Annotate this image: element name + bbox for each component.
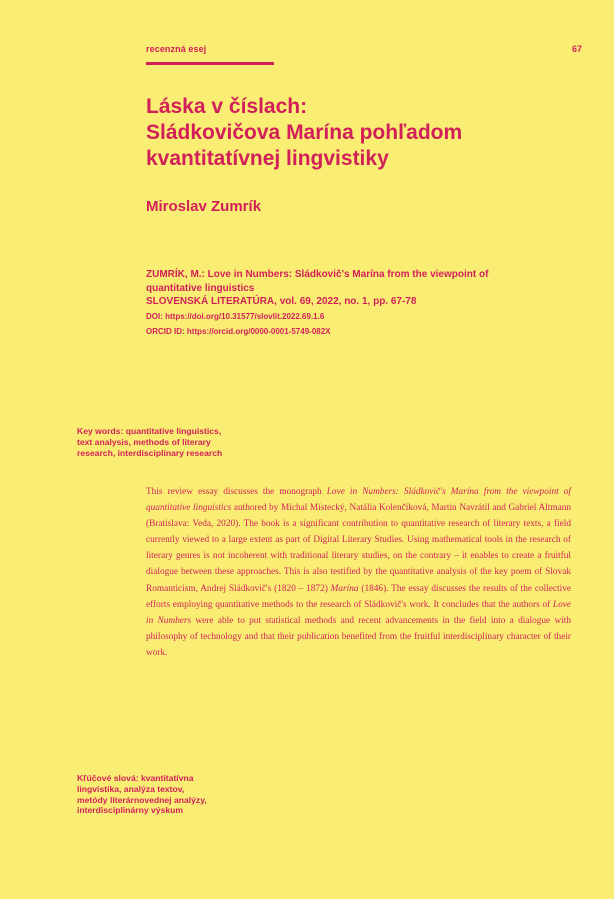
keywords-en-line-2: text analysis, methods of literary [77,436,211,447]
title-line-1: Láska v číslach: [146,95,308,118]
keywords-sk-line-2: lingvistika, analýza textov, [77,783,185,794]
abstract-text-3: (1846). The essay discusses the results of the collective efforts employing quantitative methods to the research of Sládkovič's work. It concludes that the authors of [146,583,571,610]
keywords-en-line-1: Key words: quantitative linguistics, [77,426,222,436]
keywords-sk-line-1: Kľúčové slová: kvantitatívna [77,773,194,783]
keywords-en-line-3: research, interdisciplinary research [77,447,223,458]
section-label: recenzná esej [146,44,207,54]
abstract-text-4: were able to put statistical methods and recent advancements in the field into a dialogue with philosophy of technology and that their publication benefited from the fruitful interdisciplinary character of their work. [146,615,571,658]
article-title [146,94,586,172]
keywords-sk-line-3: metódy literárnovednej analýzy, [77,794,207,805]
abstract-text-2: authored by Michal Místecký, Natália Kolenčíková, Martin Navrátil and Gabriel Altmann (Bratislava: Veda, 2020). The book is a significant contribution to quantitative research of literary texts, a field currently viewed to a large extent as part of Digital Literary Studies. Using mathematical tools in the research of literary genres is not incoherent with traditional literary studies, on the contrary – it enables to create a fruitful dialogue between these approaches. This is also testified by the quantitative analysis of the key poem of Slovak Romanticism, Andrej Sládkovič's (1820 – 1872) [146,503,571,594]
abstract-text-1: This review essay discusses the monograph [146,487,327,497]
abstract [146,484,571,661]
citation-line-1: ZUMRÍK, M.: Love in Numbers: Sládkovič's Marína from the viewpoint of [146,269,489,280]
abstract-book-title-short: Love in Numbers [146,599,571,626]
author-name: Miroslav Zumrík [146,198,262,215]
title-line-3: kvantitatívnej lingvistiky [146,147,389,170]
keywords-sk-line-4: interdisciplinárny výskum [77,805,184,816]
citation-block [146,268,586,339]
keywords-slovak [77,773,307,816]
title-line-2: Sládkovičova Marína pohľadom [146,121,463,144]
citation-line-2: quantitative linguistics [146,282,255,294]
citation-journal: SLOVENSKÁ LITERATÚRA, vol. 69, 2022, no. 1, pp. 67-78 [146,296,417,307]
header-rule [146,62,274,65]
keywords-english [77,426,307,458]
abstract-book-title: Love in Numbers: Sládkovič's Marína from the viewpoint of quantitative linguistics [146,487,571,514]
orcid-link[interactable]: ORCID ID: https://orcid.org/0000-0001-5749-082X [146,326,331,336]
abstract-poem-title: Marína [330,583,359,594]
page-number: 67 [572,44,583,54]
doi-link[interactable]: DOI: https://doi.org/10.31577/slovlit.2022.69.1.6 [146,311,325,321]
